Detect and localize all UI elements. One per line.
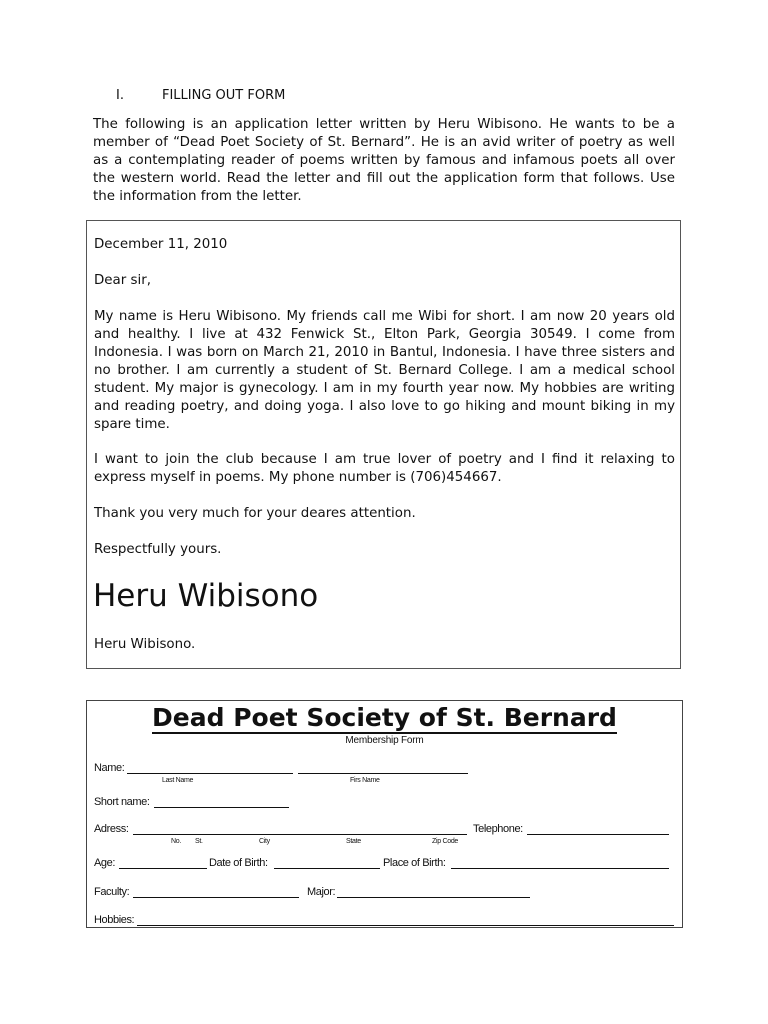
faculty-label: Faculty: (94, 886, 130, 898)
short-name-field[interactable] (154, 807, 289, 808)
address-zip-caption: Zip Code (432, 838, 459, 845)
first-name-caption: Firs Name (350, 777, 380, 784)
name-label: Name: (94, 762, 125, 774)
hobbies-label: Hobbies: (94, 914, 135, 926)
letter-thanks: Thank you very much for your deares attention. (94, 506, 416, 521)
address-no-caption: No. (171, 838, 181, 845)
section-heading (116, 88, 285, 103)
major-field[interactable] (337, 897, 530, 898)
letter-date: December 11, 2010 (94, 237, 228, 252)
form-title: Dead Poet Society of St. Bernard (152, 703, 617, 732)
intro-paragraph: The following is an application letter written by Heru Wibisono. He wants to be a member of “Dead Poet Society of St. Bernard”. He is an avid writer of poetry as well as a contemplating reader of poems written by famous and infamous poets all over the western world. Read the letter and fill out the application form that follows. Use the information from the letter. (93, 117, 675, 204)
letter-salutation: Dear sir, (94, 273, 151, 288)
last-name-field[interactable] (127, 773, 293, 774)
short-name-label: Short name: (94, 796, 150, 808)
place-of-birth-label: Place of Birth: (383, 857, 446, 869)
letter-signature: Heru Wibisono (93, 578, 319, 614)
last-name-caption: Last Name (162, 777, 194, 784)
letter-paragraph-1: My name is Heru Wibisono. My friends call me Wibi for short. I am now 20 years old and healthy. I live at 432 Fenwick St., Elton Park, Georgia 30549. I come from Indonesia. I was born on March 21, 2010 in Bantul, Indonesia. I have three sisters and no brother. I am currently a student of St. Bernard College. I am a medical school student. My major is gynecology. I am in my fourth year now. My hobbies are writing and reading poetry, and doing yoga. I also love to go hiking and mount biking in my spare time. (94, 309, 675, 432)
place-of-birth-field[interactable] (451, 868, 669, 869)
age-field[interactable] (119, 868, 207, 869)
section-title: FILLING OUT FORM (162, 88, 286, 103)
date-of-birth-field[interactable] (274, 868, 380, 869)
first-name-field[interactable] (298, 773, 468, 774)
letter-paragraph-2: I want to join the club because I am true lover of poetry and I find it relaxing to express myself in poems. My phone number is (706)454667. (94, 452, 675, 485)
membership-form (86, 700, 683, 928)
letter-box (86, 220, 681, 669)
hobbies-field[interactable] (137, 925, 674, 926)
form-subtitle: Membership Form (345, 735, 424, 746)
telephone-field[interactable] (527, 834, 669, 835)
section-number: I. (116, 88, 124, 103)
telephone-label: Telephone: (473, 823, 523, 835)
address-label: Adress: (94, 823, 129, 835)
address-state-caption: State (346, 838, 361, 845)
letter-closing: Respectfully yours. (94, 542, 222, 557)
address-st-caption: St. (195, 838, 203, 845)
letter-signed-name: Heru Wibisono. (94, 637, 196, 652)
faculty-field[interactable] (133, 897, 299, 898)
address-field[interactable] (133, 834, 467, 835)
address-city-caption: City (259, 838, 270, 845)
major-label: Major: (307, 886, 336, 898)
date-of-birth-label: Date of Birth: (209, 857, 268, 869)
age-label: Age: (94, 857, 116, 869)
